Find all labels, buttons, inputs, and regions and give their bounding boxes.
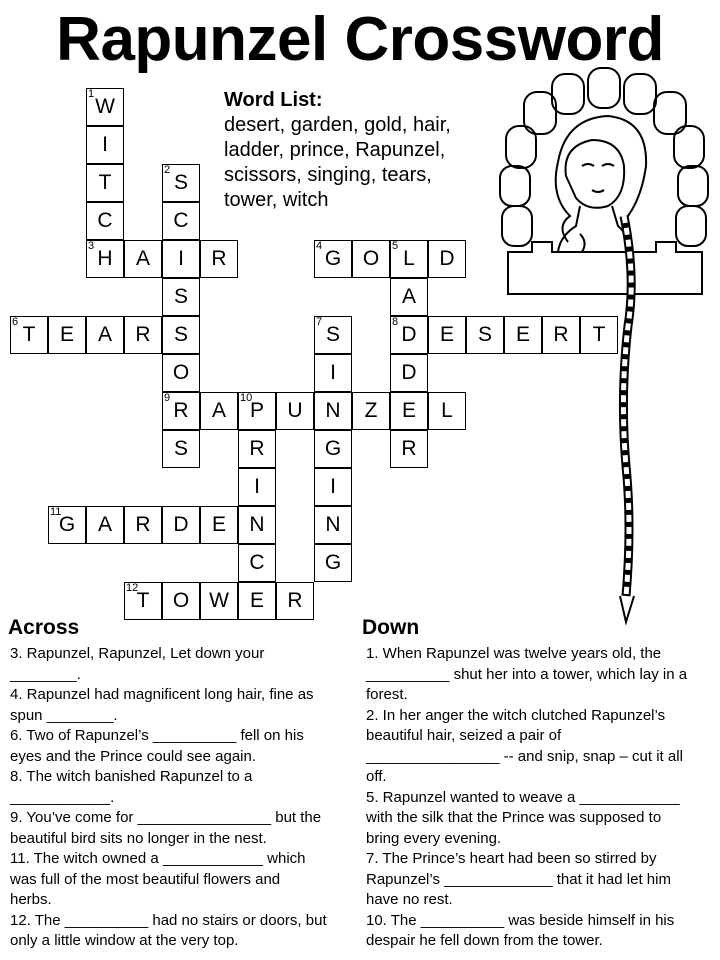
cell-letter: E [439,323,454,346]
crossword-cell [200,240,238,278]
cell-letter: A [401,285,416,308]
cell-letter: I [102,133,108,156]
rapunzel-hair-side [556,162,570,242]
window-ledge [508,242,702,294]
tower-stone [624,74,656,114]
cell-letter: L [441,399,453,422]
across-clue-line: was full of the most beautiful flowers and [10,870,281,888]
clue-number: 9 [164,392,171,404]
tower-stone [502,206,532,246]
cell-letter: S [325,323,340,346]
across-clue-line: 3. Rapunzel, Rapunzel, Let down your [10,645,265,662]
down-clue-line: despair he fell down from the tower. [366,932,603,949]
cell-letter: E [211,513,226,536]
down-clue-line: with the silk that the Prince was supposed to [366,809,662,826]
cell-letter: Z [364,399,378,422]
crossword-cell [162,164,200,202]
crossword-cell [162,316,200,354]
crossword-cell [86,88,124,126]
crossword-cell [86,202,124,240]
cell-letter: C [173,209,189,232]
down-clue-line: off. [366,768,387,785]
down-clue-line: have no rest. [366,891,453,908]
clue-number: 3 [88,240,95,252]
crossword-cell [86,316,124,354]
rapunzel-eyes [582,164,614,166]
crossword-cell [238,430,276,468]
cell-letter: S [477,323,492,346]
crossword-cell [48,506,86,544]
cell-letter: I [178,247,184,270]
cell-letter: E [515,323,530,346]
cell-letter: C [97,209,113,232]
cell-letter: I [330,475,336,498]
rapunzel-body [558,206,630,252]
down-clue-line: 7. The Prince’s heart had been so stirred by [366,850,657,867]
crossword-cell [200,506,238,544]
cell-letter: N [325,399,341,422]
down-clue-line: 2. In her anger the witch clutched Rapunzel’s [366,706,666,724]
crossword-cell [390,354,428,392]
crossword-cell [162,202,200,240]
crossword-cell [238,506,276,544]
across-clue-line: 9. You’ve come for ________________ but the [10,809,322,826]
crossword-cell [86,126,124,164]
cell-letter: I [330,361,336,384]
crossword-cell [352,240,390,278]
rapunzel-arm [580,234,585,252]
clue-number: 5 [392,240,399,252]
crossword-cell [352,392,390,430]
clue-number: 7 [316,316,323,328]
cell-letter: R [135,323,151,346]
crossword-cell [314,468,352,506]
tower-stone [678,166,708,206]
cell-letter: E [59,323,74,346]
crossword-cell [200,392,238,430]
rapunzel-face [566,140,625,208]
crossword-cell [314,392,352,430]
crossword-cell [48,316,86,354]
cell-letter: D [401,361,417,384]
cell-letter: S [173,437,188,460]
tower-stone [588,68,620,108]
cell-letter: S [173,171,188,194]
word-list-line: tower, witch [224,189,329,211]
down-clues [366,644,716,952]
cell-letter: E [401,399,416,422]
cell-letter: U [287,399,303,422]
across-clue-line: 8. The witch banished Rapunzel to a [10,768,253,785]
word-list-heading: Word List: [224,89,323,111]
crossword-cell [162,506,200,544]
cell-letter: W [95,95,115,118]
clue-number: 2 [164,164,171,176]
crossword-cell [200,582,238,620]
down-clue-line: __________ shut her into a tower, which lay in a [366,665,688,683]
across-clue-line: 12. The __________ had no stairs or doors, but [10,911,327,929]
clue-number: 11 [50,506,62,518]
crossword-cell [238,468,276,506]
down-clue-line: 5. Rapunzel wanted to weave a ____________ [366,788,680,806]
crossword-cell [162,278,200,316]
cell-letter: A [211,399,226,422]
word-list-line: ladder, prince, Rapunzel, [224,139,446,161]
tower-stone [500,166,530,206]
cell-letter: O [172,589,190,612]
cell-letter: W [209,589,229,612]
cell-letter: R [553,323,569,346]
across-clue-line: 11. The witch owned a ____________ which [10,850,306,867]
crossword-cell [428,240,466,278]
cell-letter: O [172,361,190,384]
braid-tip [620,596,634,622]
cell-letter: A [97,323,112,346]
clue-number: 10 [240,392,253,404]
crossword-cell [428,392,466,430]
clue-number: 6 [12,316,19,328]
clue-number: 4 [316,240,323,252]
across-heading: Across [8,616,80,639]
crossword-cell [124,506,162,544]
down-heading: Down [362,616,420,639]
cell-letter: T [592,323,606,346]
crossword-cell [86,240,124,278]
down-clue-line: 10. The __________ was beside himself in his [366,911,675,929]
cell-letter: R [249,437,265,460]
crossword-cell [314,430,352,468]
word-list-line: desert, garden, gold, hair, [224,114,451,136]
across-clue-line: only a little window at the very top. [10,932,239,949]
crossword-cell [276,392,314,430]
crossword-cell [276,582,314,620]
cell-letter: G [324,247,342,270]
cell-letter: P [249,399,264,422]
clue-number: 1 [88,88,95,100]
down-clue-line: ________________ -- and snip, snap – cut it all [366,747,683,765]
across-clues [10,644,350,952]
tower-stone [676,206,706,246]
across-clue-line: ____________. [10,788,115,806]
crossword-cell [314,316,352,354]
crossword-cell [86,164,124,202]
page-title: Rapunzel Crossword [56,5,664,74]
cell-letter: T [98,171,112,194]
cell-letter: D [401,323,417,346]
cell-letter: A [97,513,112,536]
cell-letter: R [135,513,151,536]
crossword-cell [162,582,200,620]
cell-letter: S [173,323,188,346]
across-clue-line: herbs. [10,891,52,908]
crossword-cell [238,544,276,582]
crossword-cell [124,582,162,620]
crossword-cell [390,316,428,354]
crossword-cell [162,430,200,468]
crossword-cell [162,392,200,430]
across-clue-line: eyes and the Prince could see again. [10,747,256,765]
cell-letter: E [249,589,264,612]
crossword-cell [314,354,352,392]
crossword-cell [390,240,428,278]
cell-letter: R [287,589,303,612]
across-clue-line: spun ________. [10,706,118,724]
crossword-cell [86,506,124,544]
cell-letter: D [173,513,189,536]
cell-letter: G [58,513,76,536]
crossword-cell [314,506,352,544]
crossword-cell [314,544,352,582]
rapunzel-tower-illustration [496,66,712,626]
crossword-cell [314,240,352,278]
crossword-cell [238,392,276,430]
cell-letter: O [362,247,380,270]
cell-letter: L [403,247,415,270]
down-clue-line: forest. [366,686,408,703]
down-clue-line: bring every evening. [366,829,502,847]
across-clue-line: 4. Rapunzel had magnificent long hair, fine as [10,686,314,703]
crossword-cell [124,316,162,354]
word-list [224,88,504,213]
cell-letter: G [324,551,342,574]
crossword-cell [124,240,162,278]
cell-letter: H [97,247,113,270]
crossword-cell [162,354,200,392]
cell-letter: N [249,513,265,536]
cell-letter: R [173,399,189,422]
cell-letter: S [173,285,188,308]
cell-letter: C [249,551,265,574]
crossword-cell [390,430,428,468]
cell-letter: T [22,323,36,346]
across-clue-line: ________. [10,665,81,683]
word-list-line: scissors, singing, tears, [224,164,432,186]
across-clue-line: beautiful bird sits no longer in the nest. [10,829,267,847]
cell-letter: N [325,513,341,536]
cell-letter: R [211,247,227,270]
cell-letter: G [324,437,342,460]
down-clue-line: Rapunzel’s _____________ that it had let him [366,870,671,888]
clue-number: 8 [392,316,399,328]
cell-letter: D [439,247,455,270]
down-clue-line: beautiful hair, seized a pair of [366,727,562,744]
crossword-cell [428,316,466,354]
cell-letter: R [401,437,417,460]
down-clue-line: 1. When Rapunzel was twelve years old, the [366,645,662,662]
crossword-cell [390,278,428,316]
across-clue-line: 6. Two of Rapunzel’s __________ fell on his [10,727,304,744]
crossword-cell [238,582,276,620]
rapunzel-mouth [592,190,604,192]
cell-letter: I [254,475,260,498]
clue-number: 12 [126,582,139,594]
cell-letter: A [135,247,150,270]
crossword-cell [162,240,200,278]
crossword-cell [390,392,428,430]
cell-letter: T [136,589,150,612]
crossword-cell [10,316,48,354]
